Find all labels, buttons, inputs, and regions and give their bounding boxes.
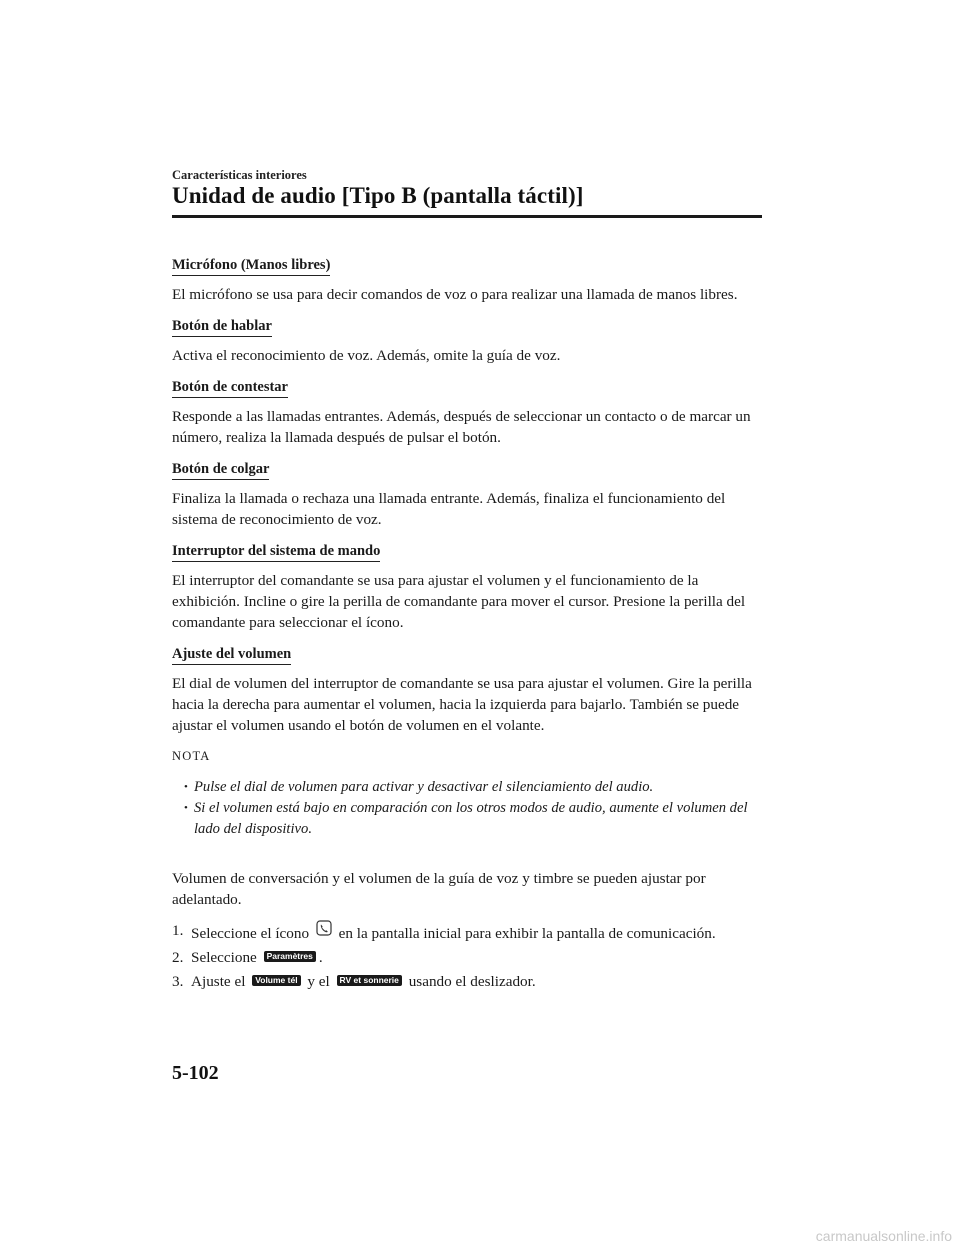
steps-list bbox=[172, 920, 762, 992]
step-text: en la pantalla inicial para exhibir la pantalla de comunicación. bbox=[338, 925, 716, 942]
section-heading: Botón de hablar bbox=[172, 317, 272, 337]
section-talk-button bbox=[172, 315, 762, 337]
note-item: • Si el volumen está bajo en comparación con los otros modos de audio, aumente el volumen del lado del dispositivo. bbox=[184, 798, 762, 840]
title-rule bbox=[172, 215, 762, 218]
phone-communication-icon bbox=[316, 920, 332, 936]
note-item: • Pulse el dial de volumen para activar y desactivar el silenciamiento del audio. bbox=[184, 777, 762, 798]
section-hangup-button bbox=[172, 458, 762, 480]
intro-text: Volumen de conversación y el volumen de la guía de voz y timbre se pueden ajustar por adelantado. bbox=[172, 870, 706, 908]
step-number: 3. bbox=[172, 973, 184, 990]
section-microphone bbox=[172, 254, 762, 276]
parametres-key: Paramètres bbox=[264, 951, 316, 962]
section-heading: Botón de contestar bbox=[172, 378, 288, 398]
page-number: 5-102 bbox=[172, 1062, 219, 1084]
section-heading: Botón de colgar bbox=[172, 460, 269, 480]
step-text: Ajuste el bbox=[191, 973, 246, 990]
chapter-label: Características interiores bbox=[172, 168, 307, 182]
step-2 bbox=[172, 947, 762, 968]
section-heading: Interruptor del sistema de mando bbox=[172, 542, 380, 562]
step-number: 1. bbox=[172, 922, 184, 939]
section-commander-switch bbox=[172, 540, 762, 562]
section-heading: Micrófono (Manos libres) bbox=[172, 256, 330, 276]
content-body bbox=[172, 254, 762, 995]
section-text: El interruptor del comandante se usa para ajustar el volumen y el funcionamiento de la exhibición. Incline o gire la perilla de comandante para mover el cursor. Presione la perilla del comandante para seleccionar el ícono. bbox=[172, 572, 746, 631]
step-text: Seleccione el ícono bbox=[191, 925, 310, 942]
step-text: Seleccione bbox=[191, 949, 257, 966]
step-1 bbox=[172, 920, 762, 944]
step-text: y el bbox=[307, 973, 330, 990]
note-label: NOTA bbox=[172, 749, 211, 763]
section-text: El micrófono se usa para decir comandos de voz o para realizar una llamada de manos libres. bbox=[172, 286, 738, 303]
section-text: Responde a las llamadas entrantes. Además, después de seleccionar un contacto o de marcar un número, realiza la llamada después de pulsar el botón. bbox=[172, 408, 751, 446]
step-number: 2. bbox=[172, 949, 184, 966]
section-text: El dial de volumen del interruptor de comandante se usa para ajustar el volumen. Gire la perilla hacia la derecha para aumentar el volumen, hacia la izquierda para bajarlo. También se puede ajustar el volumen usando el botón de volumen en el volante. bbox=[172, 675, 752, 734]
note-list bbox=[172, 777, 762, 840]
section-heading: Ajuste del volumen bbox=[172, 645, 291, 665]
step-text: usando el deslizador. bbox=[408, 973, 536, 990]
section-text: Finaliza la llamada o rechaza una llamada entrante. Además, finaliza el funcionamiento del sistema de reconocimiento de voz. bbox=[172, 490, 726, 528]
section-answer-button bbox=[172, 376, 762, 398]
step-3 bbox=[172, 971, 762, 992]
page-title: Unidad de audio [Tipo B (pantalla táctil)] bbox=[172, 183, 584, 208]
watermark: carmanualsonline.info bbox=[815, 1228, 952, 1244]
volume-tel-key: Volume tél bbox=[252, 975, 300, 986]
section-text: Activa el reconocimiento de voz. Además, omite la guía de voz. bbox=[172, 347, 561, 364]
rv-sonnerie-key: RV et sonnerie bbox=[337, 975, 402, 986]
section-volume-adjust bbox=[172, 643, 762, 665]
step-text: . bbox=[318, 949, 323, 966]
